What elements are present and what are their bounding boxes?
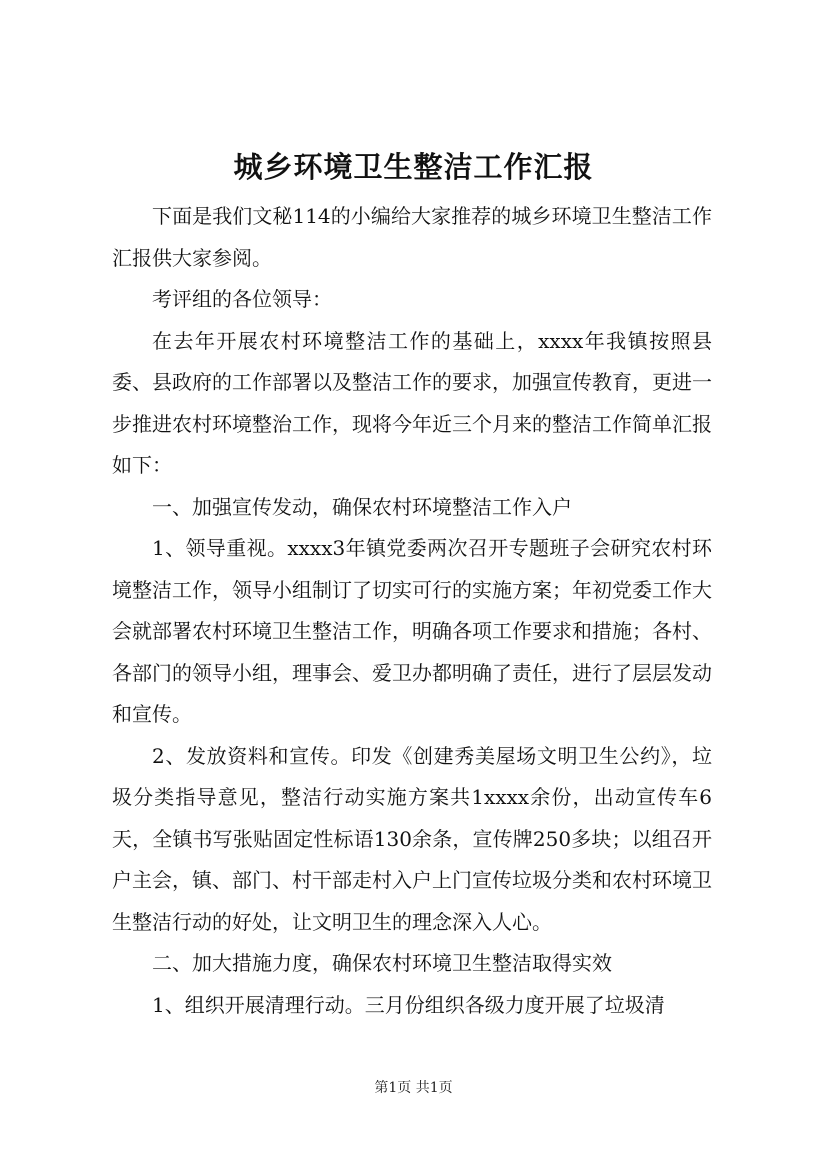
section-heading-2: 二、加大措施力度，确保农村环境卫生整洁取得实效 — [152, 951, 612, 975]
page-footer: 第1页 共1页 — [374, 1080, 453, 1096]
paragraph-publicity: 2、发放资料和宣传。印发《创建秀美屋场文明卫生公约》，垃圾分类指导意见，整洁行动实施方案共1xxxx余份，出动宣传车6天，全镇书写张贴固定性标语130余条，宣传牌250多块；以组召开户主会，镇、部门、村干部走村入户上门宣传垃圾分类和农村环境卫生整洁行动的好处，让文明卫生的理念深入人心。 — [112, 743, 712, 934]
paragraph-cleanup: 1、组织开展清理行动。三月份组织各级力度开展了垃圾清 — [152, 992, 665, 1017]
document-body — [112, 196, 712, 1026]
paragraph-intro: 下面是我们文秘114的小编给大家推荐的城乡环境卫生整洁工作汇报供大家参阅。 — [112, 204, 712, 270]
document-title: 城乡环境卫生整洁工作汇报 — [233, 150, 594, 184]
section-heading-1: 一、加强宣传发动，确保农村环境整洁工作入户 — [152, 494, 572, 519]
paragraph-leadership: 1、领导重视。xxxx3年镇党委两次召开专题班子会研究农村环境整洁工作，领导小组制订了切实可行的实施方案；年初党委工作大会就部署农村环境卫生整洁工作，明确各项工作要求和措施；各村、各部门的领导小组，理事会、爱卫办都明确了责任，进行了层层发动和宣传。 — [112, 536, 712, 726]
paragraph-salutation: 考评组的各位领导： — [152, 287, 332, 311]
paragraph-overview: 在去年开展农村环境整洁工作的基础上，xxxx年我镇按照县委、县政府的工作部署以及整洁工作的要求，加强宣传教育，更进一步推进农村环境整治工作，现将今年近三个月来的整洁工作简单汇报如下： — [112, 328, 712, 477]
